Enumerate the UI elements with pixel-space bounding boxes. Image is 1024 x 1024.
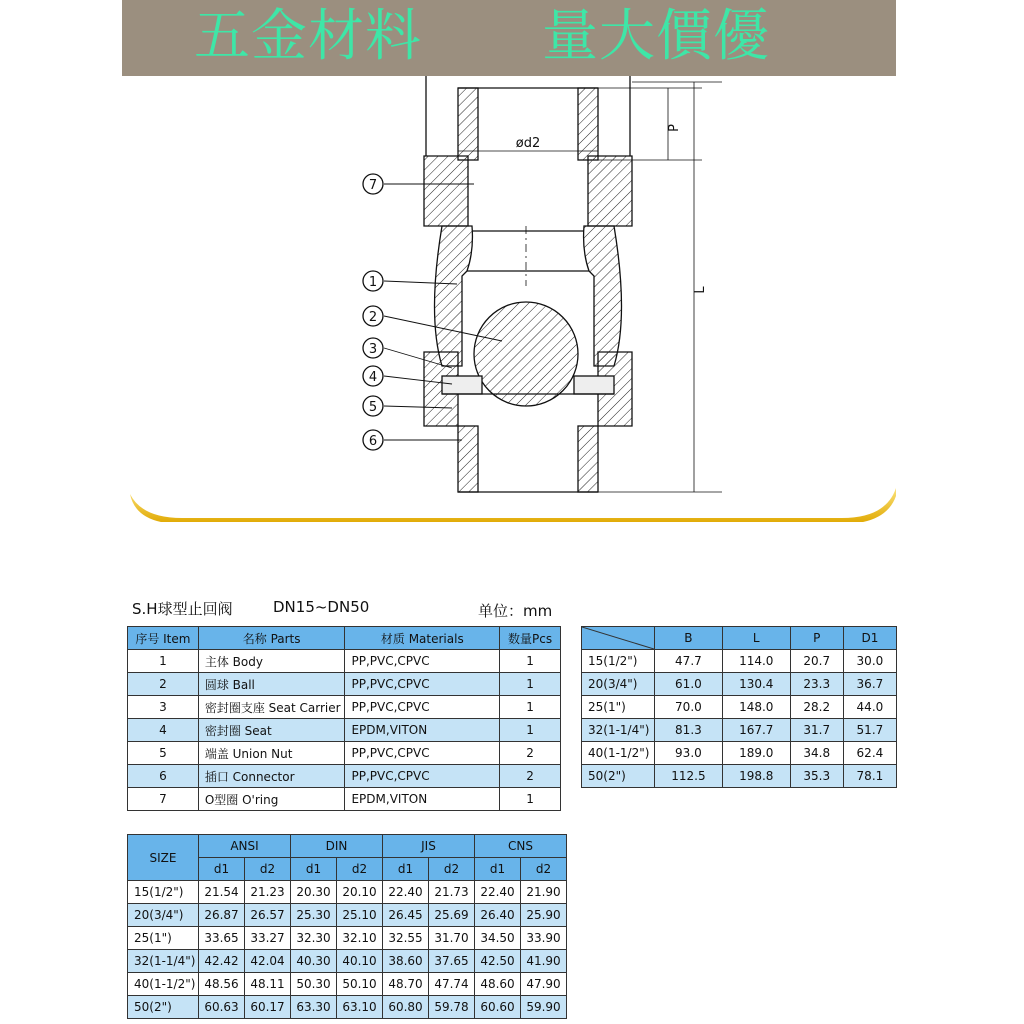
size-cell-value: 59.78 bbox=[429, 996, 475, 1019]
dims-col-l: L bbox=[722, 627, 790, 650]
valve-cross-section-drawing bbox=[122, 76, 896, 522]
size-cell-size: 20(3/4") bbox=[128, 904, 199, 927]
size-cell-value: 41.90 bbox=[521, 950, 567, 973]
size-sub-d1: d1 bbox=[475, 858, 521, 881]
size-cell-value: 32.55 bbox=[383, 927, 429, 950]
dims-cell-l: 148.0 bbox=[722, 696, 790, 719]
size-col-ansi: ANSI bbox=[199, 835, 291, 858]
size-cell-value: 40.30 bbox=[291, 950, 337, 973]
parts-cell-material: PP,PVC,CPVC bbox=[345, 673, 500, 696]
dims-cell-size: 40(1-1/2") bbox=[582, 742, 655, 765]
size-cell-value: 31.70 bbox=[429, 927, 475, 950]
parts-cell-item: 6 bbox=[128, 765, 199, 788]
size-cell-value: 47.90 bbox=[521, 973, 567, 996]
banner bbox=[122, 0, 896, 76]
size-cell-value: 26.40 bbox=[475, 904, 521, 927]
size-cell-value: 42.50 bbox=[475, 950, 521, 973]
size-sub-d2: d2 bbox=[521, 858, 567, 881]
dims-cell-size: 15(1/2") bbox=[582, 650, 655, 673]
size-cell-value: 42.42 bbox=[199, 950, 245, 973]
parts-cell-material: PP,PVC,CPVC bbox=[345, 650, 500, 673]
size-cell-value: 48.56 bbox=[199, 973, 245, 996]
size-cell-value: 32.10 bbox=[337, 927, 383, 950]
size-col-cns: CNS bbox=[475, 835, 567, 858]
size-sub-d1: d1 bbox=[291, 858, 337, 881]
size-sub-d2: d2 bbox=[337, 858, 383, 881]
size-row bbox=[128, 904, 567, 927]
dims-cell-l: 114.0 bbox=[722, 650, 790, 673]
parts-cell-qty: 1 bbox=[500, 696, 561, 719]
dims-cell-d1: 30.0 bbox=[843, 650, 896, 673]
size-cell-value: 26.45 bbox=[383, 904, 429, 927]
parts-cell-item: 2 bbox=[128, 673, 199, 696]
document-unit: 单位：mm bbox=[478, 602, 553, 620]
size-cell-value: 22.40 bbox=[383, 881, 429, 904]
size-cell-value: 25.30 bbox=[291, 904, 337, 927]
size-cell-value: 21.23 bbox=[245, 881, 291, 904]
banner-left-text: 五金材料 bbox=[194, 4, 422, 69]
dims-col-p: P bbox=[790, 627, 843, 650]
dims-cell-b: 61.0 bbox=[655, 673, 723, 696]
size-cell-value: 50.30 bbox=[291, 973, 337, 996]
dims-cell-d1: 51.7 bbox=[843, 719, 896, 742]
parts-cell-item: 4 bbox=[128, 719, 199, 742]
parts-col-qty: 数量Pcs bbox=[500, 627, 561, 650]
parts-cell-qty: 1 bbox=[500, 650, 561, 673]
parts-row bbox=[128, 696, 561, 719]
size-cell-value: 40.10 bbox=[337, 950, 383, 973]
parts-cell-name: 密封圈 Seat bbox=[198, 719, 345, 742]
size-cell-value: 63.10 bbox=[337, 996, 383, 1019]
dims-cell-size: 50(2") bbox=[582, 765, 655, 788]
parts-cell-name: O型圈 O'ring bbox=[198, 788, 345, 811]
size-cell-value: 32.30 bbox=[291, 927, 337, 950]
size-cell-value: 48.70 bbox=[383, 973, 429, 996]
parts-row bbox=[128, 788, 561, 811]
size-cell-size: 15(1/2") bbox=[128, 881, 199, 904]
callout-4: 4 bbox=[368, 370, 378, 385]
dims-cell-b: 93.0 bbox=[655, 742, 723, 765]
size-col-jis: JIS bbox=[383, 835, 475, 858]
size-col-size: SIZE bbox=[128, 835, 199, 881]
dims-cell-size: 32(1-1/4") bbox=[582, 719, 655, 742]
parts-cell-name: 端盖 Union Nut bbox=[198, 742, 345, 765]
dims-cell-size: 20(3/4") bbox=[582, 673, 655, 696]
parts-cell-item: 7 bbox=[128, 788, 199, 811]
dims-cell-l: 198.8 bbox=[722, 765, 790, 788]
size-cell-value: 21.73 bbox=[429, 881, 475, 904]
parts-cell-name: 圆球 Ball bbox=[198, 673, 345, 696]
size-cell-size: 40(1-1/2") bbox=[128, 973, 199, 996]
dims-cell-b: 47.7 bbox=[655, 650, 723, 673]
parts-cell-material: EPDM,VITON bbox=[345, 719, 500, 742]
size-cell-value: 20.30 bbox=[291, 881, 337, 904]
size-cell-value: 48.11 bbox=[245, 973, 291, 996]
callout-1: 1 bbox=[368, 275, 378, 290]
size-cell-value: 25.10 bbox=[337, 904, 383, 927]
parts-row bbox=[128, 673, 561, 696]
size-sub-d2: d2 bbox=[245, 858, 291, 881]
size-cell-value: 21.54 bbox=[199, 881, 245, 904]
size-row bbox=[128, 996, 567, 1019]
size-cell-value: 33.27 bbox=[245, 927, 291, 950]
size-cell-value: 20.10 bbox=[337, 881, 383, 904]
size-row bbox=[128, 881, 567, 904]
size-cell-value: 60.63 bbox=[199, 996, 245, 1019]
dim-label-p: P bbox=[667, 124, 682, 132]
size-cell-size: 32(1-1/4") bbox=[128, 950, 199, 973]
size-cell-value: 48.60 bbox=[475, 973, 521, 996]
dims-cell-d1: 36.7 bbox=[843, 673, 896, 696]
dimension-table bbox=[581, 626, 897, 788]
parts-cell-qty: 2 bbox=[500, 765, 561, 788]
dims-cell-b: 112.5 bbox=[655, 765, 723, 788]
dims-cell-d1: 78.1 bbox=[843, 765, 896, 788]
size-cell-size: 25(1") bbox=[128, 927, 199, 950]
size-col-din: DIN bbox=[291, 835, 383, 858]
gold-accent-line bbox=[130, 488, 896, 522]
parts-row bbox=[128, 650, 561, 673]
callout-7: 7 bbox=[368, 178, 378, 193]
parts-cell-name: 主体 Body bbox=[198, 650, 345, 673]
banner-right-text: 量大價優 bbox=[542, 4, 770, 69]
dims-row bbox=[582, 742, 897, 765]
parts-col-item: 序号 Item bbox=[128, 627, 199, 650]
dims-cell-p: 31.7 bbox=[790, 719, 843, 742]
dims-row bbox=[582, 673, 897, 696]
size-cell-value: 60.80 bbox=[383, 996, 429, 1019]
size-cell-value: 22.40 bbox=[475, 881, 521, 904]
dims-cell-p: 20.7 bbox=[790, 650, 843, 673]
parts-cell-qty: 1 bbox=[500, 719, 561, 742]
size-cell-value: 60.60 bbox=[475, 996, 521, 1019]
size-cell-value: 60.17 bbox=[245, 996, 291, 1019]
parts-cell-material: PP,PVC,CPVC bbox=[345, 742, 500, 765]
dims-cell-d1: 62.4 bbox=[843, 742, 896, 765]
document-title: S.H球型止回阀 bbox=[132, 600, 233, 618]
parts-row bbox=[128, 765, 561, 788]
dim-label-d2: ød2 bbox=[515, 136, 541, 151]
size-cell-value: 33.90 bbox=[521, 927, 567, 950]
dims-cell-size: 25(1") bbox=[582, 696, 655, 719]
size-cell-value: 42.04 bbox=[245, 950, 291, 973]
parts-row bbox=[128, 719, 561, 742]
size-sub-d1: d1 bbox=[199, 858, 245, 881]
size-cell-value: 37.65 bbox=[429, 950, 475, 973]
parts-cell-qty: 2 bbox=[500, 742, 561, 765]
parts-cell-name: 密封圈支座 Seat Carrier bbox=[198, 696, 345, 719]
size-row bbox=[128, 927, 567, 950]
dims-corner-cell bbox=[582, 627, 655, 650]
dims-col-d1: D1 bbox=[843, 627, 896, 650]
dims-row bbox=[582, 719, 897, 742]
parts-cell-item: 5 bbox=[128, 742, 199, 765]
size-row bbox=[128, 973, 567, 996]
callout-5: 5 bbox=[368, 400, 378, 415]
dims-cell-p: 23.3 bbox=[790, 673, 843, 696]
parts-cell-qty: 1 bbox=[500, 788, 561, 811]
parts-table bbox=[127, 626, 561, 811]
dim-label-l: L bbox=[693, 286, 708, 294]
size-cell-size: 50(2") bbox=[128, 996, 199, 1019]
parts-cell-material: PP,PVC,CPVC bbox=[345, 696, 500, 719]
callout-2: 2 bbox=[368, 310, 378, 325]
callout-6: 6 bbox=[368, 434, 378, 449]
parts-cell-qty: 1 bbox=[500, 673, 561, 696]
dims-row bbox=[582, 650, 897, 673]
dims-row bbox=[582, 765, 897, 788]
dims-row bbox=[582, 696, 897, 719]
size-row bbox=[128, 950, 567, 973]
size-cell-value: 25.90 bbox=[521, 904, 567, 927]
dims-col-b: B bbox=[655, 627, 723, 650]
parts-cell-name: 插口 Connector bbox=[198, 765, 345, 788]
size-cell-value: 47.74 bbox=[429, 973, 475, 996]
dims-cell-p: 35.3 bbox=[790, 765, 843, 788]
document-range: DN15~DN50 bbox=[273, 598, 370, 616]
size-sub-d2: d2 bbox=[429, 858, 475, 881]
dims-cell-l: 167.7 bbox=[722, 719, 790, 742]
size-cell-value: 26.57 bbox=[245, 904, 291, 927]
dims-cell-d1: 44.0 bbox=[843, 696, 896, 719]
parts-col-name: 名称 Parts bbox=[198, 627, 345, 650]
size-sub-d1: d1 bbox=[383, 858, 429, 881]
size-cell-value: 34.50 bbox=[475, 927, 521, 950]
callout-3: 3 bbox=[368, 342, 378, 357]
size-cell-value: 59.90 bbox=[521, 996, 567, 1019]
dims-cell-l: 130.4 bbox=[722, 673, 790, 696]
size-cell-value: 63.30 bbox=[291, 996, 337, 1019]
size-cell-value: 38.60 bbox=[383, 950, 429, 973]
size-cell-value: 26.87 bbox=[199, 904, 245, 927]
dims-cell-b: 81.3 bbox=[655, 719, 723, 742]
dims-cell-l: 189.0 bbox=[722, 742, 790, 765]
size-standard-table bbox=[127, 834, 567, 1019]
dims-cell-p: 34.8 bbox=[790, 742, 843, 765]
size-cell-value: 21.90 bbox=[521, 881, 567, 904]
parts-row bbox=[128, 742, 561, 765]
size-cell-value: 50.10 bbox=[337, 973, 383, 996]
dims-cell-p: 28.2 bbox=[790, 696, 843, 719]
parts-cell-item: 1 bbox=[128, 650, 199, 673]
parts-cell-item: 3 bbox=[128, 696, 199, 719]
parts-cell-material: PP,PVC,CPVC bbox=[345, 765, 500, 788]
size-cell-value: 25.69 bbox=[429, 904, 475, 927]
parts-cell-material: EPDM,VITON bbox=[345, 788, 500, 811]
parts-col-material: 材质 Materials bbox=[345, 627, 500, 650]
size-cell-value: 33.65 bbox=[199, 927, 245, 950]
dims-cell-b: 70.0 bbox=[655, 696, 723, 719]
